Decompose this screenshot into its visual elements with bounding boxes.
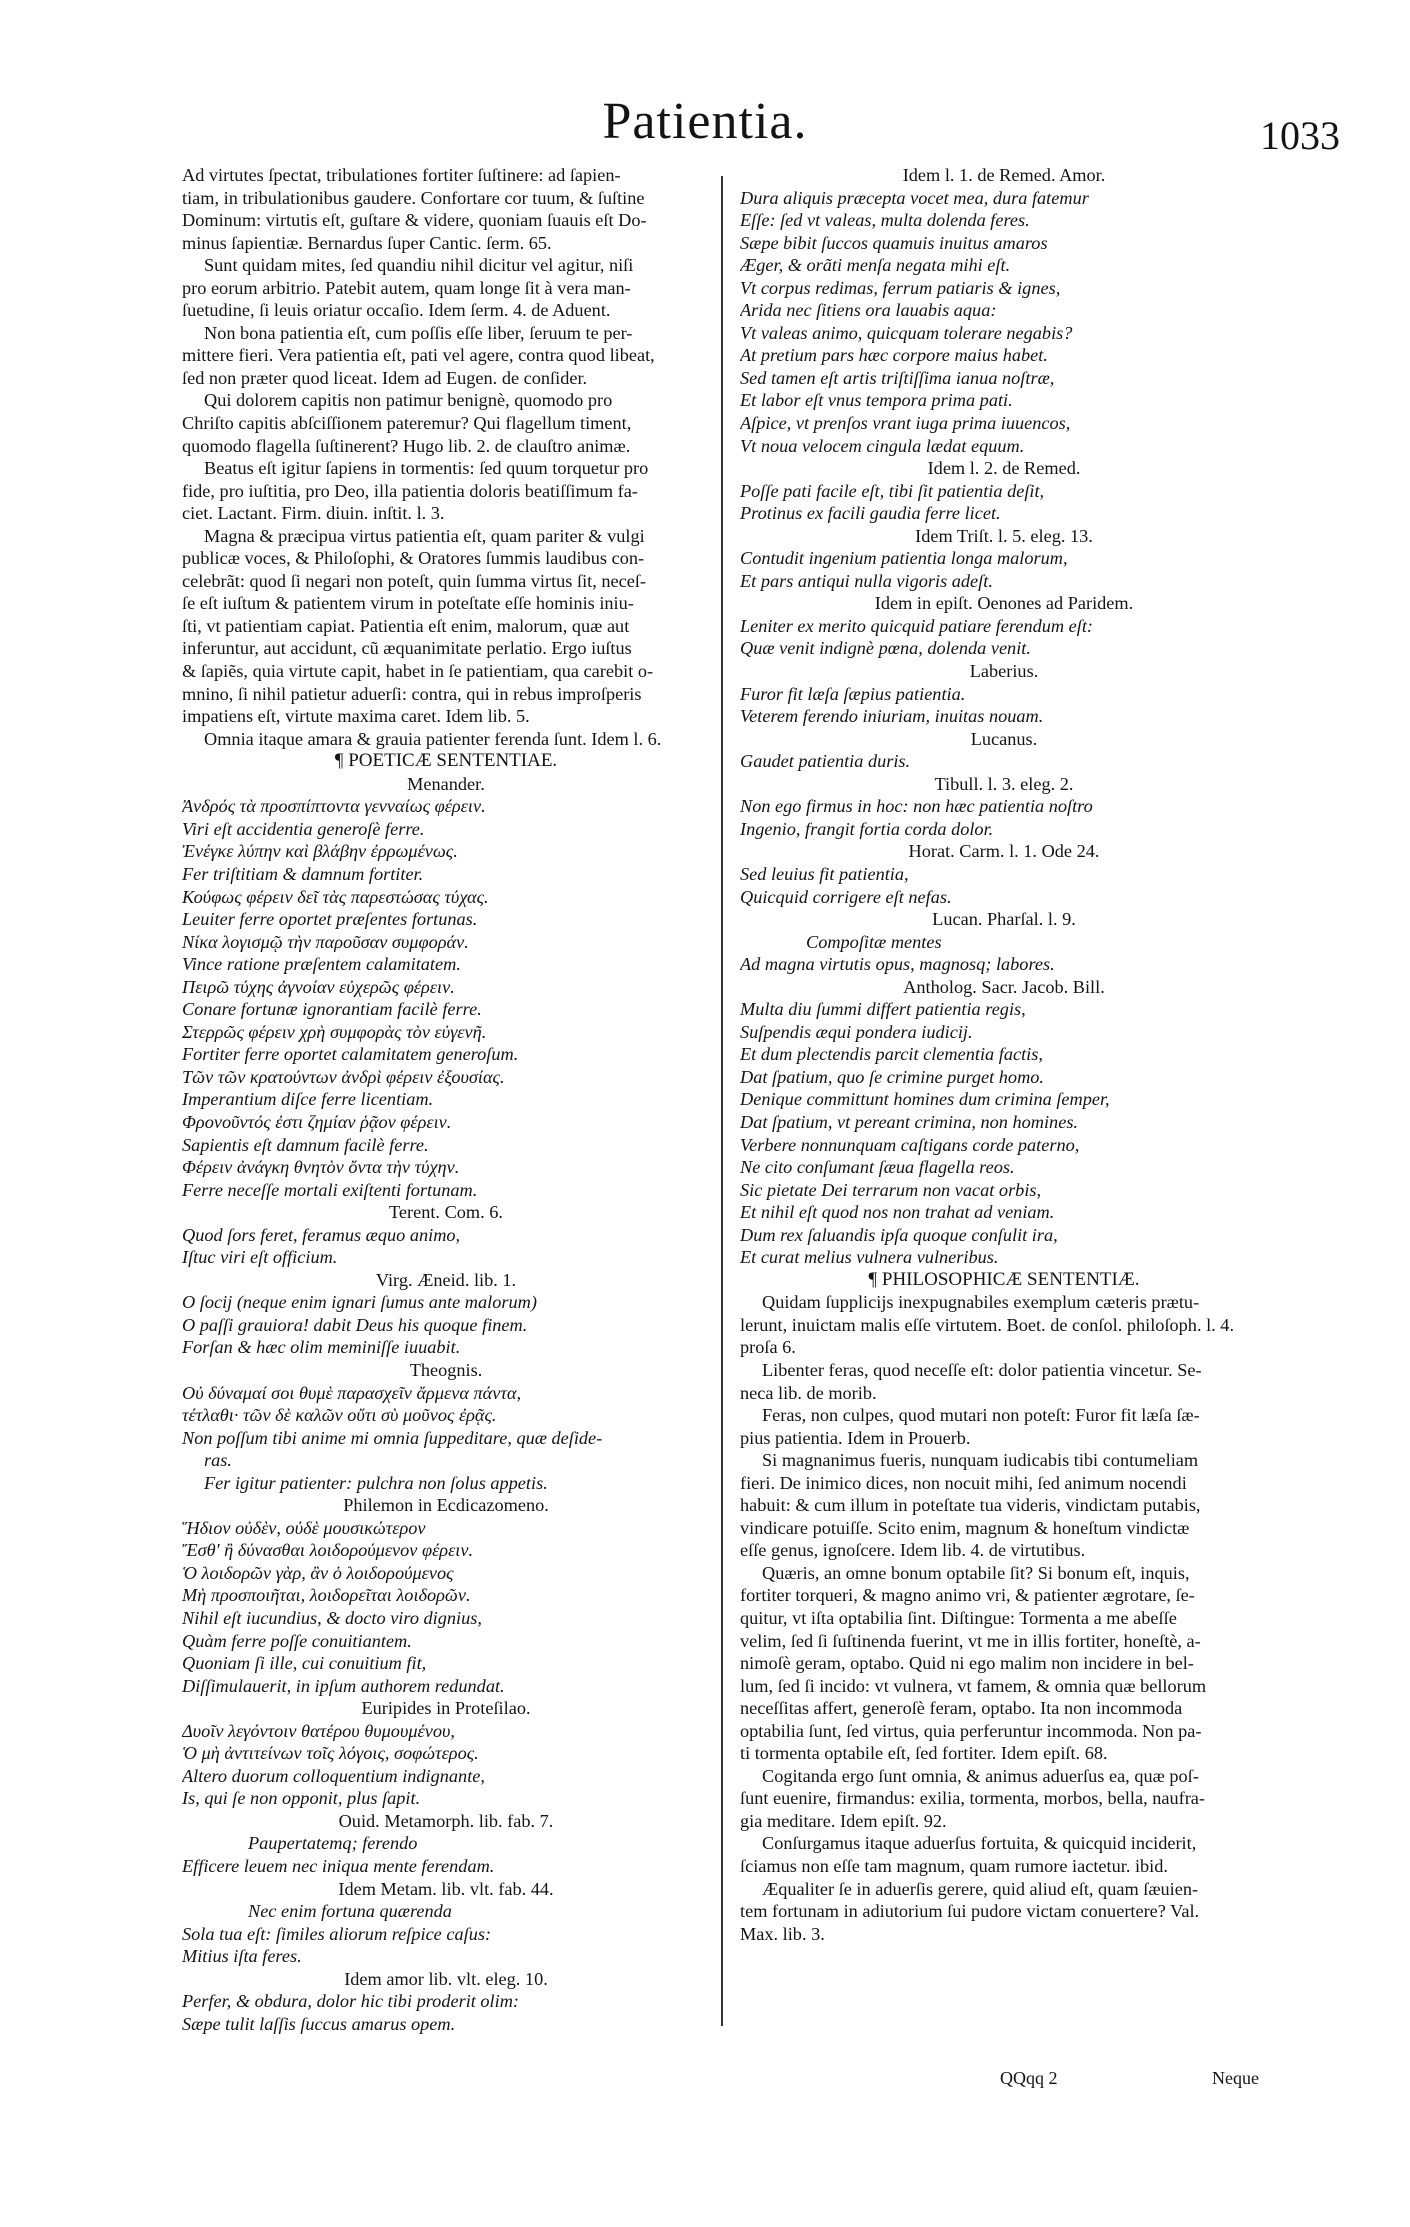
text-line: Laberius. (969, 661, 1039, 682)
text-line: gia meditare. Idem epiſt. 92. (740, 1810, 947, 1831)
text-line: Perfer, & obdura, dolor hic tibi proderit olim: (182, 1991, 520, 2012)
text-line: Iſtuc viri eſt officium. (182, 1247, 338, 1268)
text-line: pius patientia. Idem in Prouerb. (740, 1427, 971, 1448)
right-column (740, 164, 1268, 1945)
text-line: Max. lib. 3. (740, 1923, 825, 1944)
text-line: Τῶν τῶν κρατούντων ἀνδρὶ φέρειν ἐξουσίας. (182, 1066, 505, 1087)
text-line: Quàm ferre poſſe conuitiantem. (182, 1630, 412, 1651)
text-line: Furor fit læſa ſæpius patientia. (740, 683, 966, 704)
text-line: Forſan & hæc olim meminiſſe iuuabit. (182, 1337, 461, 1358)
text-line: Lucanus. (970, 728, 1038, 749)
text-line: Dat ſpatium, quo ſe crimine purget homo. (740, 1066, 1044, 1087)
text-line: Ad magna virtutis opus, magnosq; labores. (740, 954, 1055, 975)
text-line: Denique committunt homines dum crimina ſemper, (740, 1089, 1110, 1110)
text-line: ti tormenta optabile eſt, ſed fortiter. Idem epiſt. 68. (740, 1743, 1108, 1764)
text-line: fieri. De inimico dices, non nocuit mihi, ſed animum nocendi (740, 1472, 1187, 1493)
text-line: Beatus eſt igitur ſapiens in tormentis: ſed quum torquetur pro (204, 458, 649, 479)
text-line: Sic pietate Dei terrarum non vacat orbis, (740, 1179, 1042, 1200)
text-line: Chriſto capitis abſciſſionem pateremur? Qui flagellum timent, (182, 413, 632, 434)
text-line: Idem l. 2. de Remed. (927, 458, 1081, 479)
text-line: Contudit ingenium patientia longa malorum, (740, 548, 1068, 569)
text-line: Paupertatemq; ferendo (248, 1833, 418, 1854)
text-line: nimoſè geram, optabo. Quid ni ego malim non incidere in bel- (740, 1653, 1194, 1674)
text-line: Theognis. (409, 1359, 483, 1380)
text-line: tiam, in tribulationibus gaudere. Confortare cor tuum, & ſuſtine (182, 187, 645, 208)
text-line: Ferre neceſſe mortali exiſtenti fortunam. (182, 1179, 478, 1200)
text-line: Quæris, an omne bonum optabile ſit? Si bonum eſt, inquis, (762, 1562, 1190, 1583)
text-line: Dat ſpatium, vt pereant crimina, non homines. (740, 1111, 1078, 1132)
text-line: neca lib. de morib. (740, 1382, 877, 1403)
text-line: Is, qui ſe non opponit, plus ſapit. (182, 1788, 421, 1809)
text-line: Vince ratione præſentem calamitatem. (182, 954, 461, 975)
text-line: Poſſe pati facile eſt, tibi ſit patientia deſit, (740, 480, 1045, 501)
text-line: Dominum: virtutis eſt, guſtare & videre, quoniam ſuauis eſt Do- (182, 210, 647, 231)
text-line: Quicquid corrigere eſt nefas. (740, 886, 952, 907)
text-line: ¶ PHILOSOPHICÆ SENTENTIÆ. (868, 1268, 1140, 1290)
text-line: Sæpe tulit laſſis ſuccus amarus opem. (182, 2013, 456, 2034)
text-line: Veterem ferendo iniuriam, inuitas nouam. (740, 706, 1044, 727)
text-line: mnino, ſi nihil patietur aduerſi: contra, qui in rebus improſperis (182, 683, 642, 704)
text-line: Compoſitæ mentes (806, 931, 942, 952)
text-line: Μὴ προσποιῆται, λοιδορεῖται λοιδορῶν. (182, 1585, 471, 1606)
text-line: Efficere leuem nec iniqua mente ferendam. (182, 1856, 495, 1877)
text-line: Terent. Com. 6. (389, 1202, 503, 1223)
text-line: Philemon in Ecdicazomeno. (343, 1495, 549, 1516)
text-line: habuit: & cum illum in poteſtate tua videris, vindictam putabis, (740, 1495, 1201, 1516)
text-line: Νίκα λογισμῷ τὴν παροῦσαν συμφοράν. (182, 931, 469, 952)
text-line: fortiter torqueri, & magno animo vri, & patienter ægrotare, ſe- (740, 1585, 1195, 1606)
text-line: Verbere nonnunquam caſtigans corde paterno, (740, 1134, 1080, 1155)
text-line: Libenter feras, quod neceſſe eſt: dolor patientia vincetur. Se- (762, 1359, 1202, 1380)
text-line: Imperantium diſce ferre licentiam. (182, 1089, 434, 1110)
text-line: Οὐ δύναμαί σοι θυμὲ παρασχεῖν ἄρμενα πάντα, (182, 1382, 522, 1403)
text-line: Feras, non culpes, quod mutari non poteſt: Furor fit læſa ſæ- (762, 1405, 1200, 1426)
text-line: inferuntur, aut accidunt, cũ æquanimitate perlatio. Ergo iuſtus (182, 638, 632, 659)
signature-mark: QQqq 2 (1000, 2068, 1058, 2088)
text-line: & ſapiẽs, quia virtute capit, habet in ſe patientiam, qua carebit o- (182, 661, 654, 682)
text-line: ſuetudine, ſi leuis oriatur occaſio. Idem ſerm. 4. de Aduent. (182, 300, 611, 321)
left-column (182, 164, 710, 2035)
text-line: Ἐνέγκε λύπην καὶ βλάβην ἐρρωμένως. (182, 841, 458, 862)
text-line: lerunt, inuictam malis eſſe virtutem. Boet. de conſol. philoſoph. l. 4. (740, 1314, 1235, 1335)
text-line: velim, ſed ſi ſuſtinenda fuerint, vt me in illis fortiter, honeſtè, a- (740, 1630, 1201, 1651)
text-line: Ne cito conſumant ſæua flagella reos. (740, 1157, 1015, 1178)
text-line: lum, ſed ſi incido: vt vulnera, vt famem, & omnia quæ bellorum (740, 1675, 1207, 1696)
text-line: Si magnanimus fueris, nunquam iudicabis tibi contumeliam (762, 1450, 1199, 1471)
text-line: Euripides in Proteſilao. (361, 1698, 531, 1719)
text-line: pro eorum arbitrio. Patebit autem, quam longe ſit à vera man- (182, 277, 631, 298)
text-line: Ingenio, frangit fortia corda dolor. (740, 818, 994, 839)
text-line: Ἥδιον οὐδὲν, οὐδὲ μουσικώτερον (182, 1517, 426, 1538)
text-line: neceſſitas affert, generoſè feram, optabo. Ita non incommoda (740, 1698, 1183, 1719)
text-line: Nihil eſt iucundius, & docto viro dignius, (182, 1608, 482, 1628)
text-line: Dura aliquis præcepta vocet mea, dura fatemur (740, 187, 1089, 208)
text-line: Idem in epiſt. Oenones ad Paridem. (874, 593, 1134, 614)
text-line: Leniter ex merito quicquid patiare ferendum eſt: (740, 615, 1094, 636)
text-line: Φρονοῦντός ἐστι ζημίαν ῥᾷον φέρειν. (182, 1111, 452, 1132)
text-line: impatiens eſt, virtute maxima caret. Idem lib. 5. (182, 706, 530, 727)
text-line: ciet. Lactant. Firm. diuin. inſtit. l. 3. (182, 503, 445, 524)
text-line: publicæ voces, & Philoſophi, & Oratores ſummis laudibus con- (182, 548, 645, 569)
text-line: Eſſe: ſed vt valeas, multa dolenda feres. (740, 210, 1030, 231)
text-line: eſſe genus, ignoſcere. Idem lib. 4. de virtutibus. (740, 1540, 1086, 1561)
text-line: Protinus ex facili gaudia ferre licet. (740, 503, 1001, 524)
text-line: Et pars antiqui nulla vigoris adeſt. (740, 570, 993, 591)
text-line: Vt valeas animo, quicquam tolerare negabis? (740, 322, 1073, 343)
text-line: Ἀνδρός τὰ προσπίπτοντα γενναίως φέρειν. (182, 796, 486, 817)
text-line: Nec enim fortuna quærenda (248, 1901, 452, 1922)
text-line: ſed non præter quod liceat. Idem ad Eugen. de conſider. (182, 367, 588, 388)
text-line: Non ego firmus in hoc: non hæc patientia noſtro (740, 796, 1093, 817)
text-line: optabilia ſunt, ſed virtus, quia perferuntur incommoda. Non pa- (740, 1720, 1202, 1741)
text-line: Lucan. Pharſal. l. 9. (932, 909, 1076, 930)
page-title: Patientia. (602, 93, 808, 150)
text-line: Quæ venit indignè pœna, dolenda venit. (740, 638, 1031, 659)
text-line: Arida nec ſitiens ora lauabis aqua: (740, 300, 997, 321)
text-line: Diſſimulauerit, in ipſum authorem redundat. (182, 1675, 505, 1696)
text-line: Ouid. Metamorph. lib. fab. 7. (338, 1810, 554, 1831)
text-line: Multa diu ſummi differt patientia regis, (740, 999, 1026, 1020)
text-line: Idem Metam. lib. vlt. fab. 44. (338, 1878, 554, 1899)
text-line: Idem Triſt. l. 5. eleg. 13. (915, 525, 1093, 546)
text-line: Φέρειν ἀνάγκη θνητὸν ὄντα τὴν τύχην. (182, 1157, 460, 1178)
text-line: Menander. (407, 773, 485, 794)
text-line: Fer igitur patienter: pulchra non ſolus appetis. (204, 1472, 548, 1493)
text-line: O ſocij (neque enim ignari ſumus ante malorum) (182, 1292, 537, 1313)
catchword: Neque (1212, 2068, 1259, 2088)
text-line: Horat. Carm. l. 1. Ode 24. (908, 841, 1100, 862)
text-line: Altero duorum colloquentium indignante, (182, 1765, 485, 1786)
text-line: Æger, & orãti menſa negata mihi eſt. (740, 255, 1011, 276)
text-line: Κούφως φέρειν δεῖ τὰς παρεστώσας τύχας. (182, 886, 489, 907)
text-line: quomodo flagella ſuſtinerent? Hugo lib. 2. de clauſtro animæ. (182, 435, 631, 456)
text-line: τέτλαθι· τῶν δὲ καλῶν οὔτι σὺ μοῦνος ἐρᾷς. (182, 1405, 497, 1426)
text-line: quitur, vt iſta optabilia ſint. Diſtingue: Tormenta a me abeſſe (740, 1608, 1177, 1628)
text-line: Et curat melius vulnera vulneribus. (740, 1247, 999, 1268)
text-line: Et labor eſt vnus tempora prima pati. (740, 390, 1013, 411)
text-line: Sed leuius fit patientia, (740, 863, 909, 884)
text-line: Aſpice, vt prenſos vrant iuga prima iuuencos, (740, 413, 1071, 434)
text-line: Idem l. 1. de Remed. Amor. (902, 165, 1106, 185)
text-line: Fer triſtitiam & damnum fortiter. (182, 863, 424, 884)
text-line: Ὁ μὴ ἀντιτείνων τοῖς λόγοις, σοφώτερος. (182, 1743, 479, 1764)
text-line: At pretium pars hæc corpore maius habet. (740, 345, 1048, 366)
text-line: Tibull. l. 3. eleg. 2. (934, 773, 1074, 794)
text-line: Et dum plectendis parcit clementia factis, (740, 1044, 1043, 1065)
text-line: Dum rex ſaluandis ipſa quoque conſulit ira, (740, 1224, 1058, 1245)
text-line: Mitius iſta feres. (182, 1946, 302, 1967)
text-line: Sunt quidam mites, ſed quandiu nihil dicitur vel agitur, niſi (204, 255, 634, 276)
text-line: Ad virtutes ſpectat, tribulationes fortiter ſuſtinere: ad ſapien- (182, 165, 621, 185)
text-line: proſa 6. (740, 1337, 796, 1358)
text-line: Quod ſors feret, feramus æquo animo, (182, 1224, 461, 1245)
text-line: Sed tamen eſt artis triſtiſſima ianua noſtræ, (740, 367, 1055, 388)
text-line: Quidam ſupplicijs inexpugnabiles exemplum cæteris prætu- (762, 1292, 1200, 1313)
text-line: Non poſſum tibi anime mi omnia ſuppeditare, quæ deſide- (182, 1427, 603, 1448)
text-line: ſti, vt patientiam capiat. Patientia eſt enim, malorum, quæ aut (182, 615, 630, 636)
text-line: mittere fieri. Vera patientia eſt, pati vel agere, contra quod libeat, (182, 345, 655, 366)
text-line: minus ſapientiæ. Bernardus ſuper Cantic. ſerm. 65. (182, 232, 552, 253)
text-line: Cogitanda ergo ſunt omnia, & animus aduerſus ea, quæ poſ- (762, 1765, 1199, 1786)
text-line: vindicare potuiſſe. Scito enim, magnum & honeſtum vindictæ (740, 1517, 1190, 1538)
text-line: Sola tua eſt: ſimiles aliorum reſpice caſus: (182, 1923, 492, 1944)
text-line: ras. (204, 1450, 232, 1471)
text-line: Στερρῶς φέρειν χρὴ συμφορὰς τὸν εὐγενῆ. (182, 1021, 487, 1042)
text-line: Omnia itaque amara & grauia patienter ferenda ſunt. Idem l. 6. (204, 728, 662, 749)
text-line: Vt noua velocem cingula lædat equum. (740, 435, 1025, 456)
text-line: Gaudet patientia duris. (740, 751, 911, 772)
text-line: Æqualiter ſe in aduerſis gerere, quid aliud eſt, quam ſæuien- (762, 1878, 1199, 1899)
text-line: celebrãt: quod ſi negari non poteſt, quin ſumma virtus ſit, neceſ- (182, 570, 647, 591)
text-line: Suſpendis æqui pondera iudicij. (740, 1021, 973, 1042)
text-line: Ἔσθ' ἢ δύνασθαι λοιδορούμενον φέρειν. (182, 1540, 474, 1561)
text-line: Viri eſt accidentia generoſè ferre. (182, 818, 425, 839)
text-line: Virg. Æneid. lib. 1. (375, 1269, 517, 1290)
text-line: Πειρῶ τύχης ἀγνοίαν εὐχερῶς φέρειν. (182, 976, 455, 997)
text-line: Magna & præcipua virtus patientia eſt, quam pariter & vulgi (204, 525, 645, 546)
text-line: Idem amor lib. vlt. eleg. 10. (344, 1968, 548, 1989)
text-line: Non bona patientia eſt, cum poſſis eſſe liber, ſeruum te per- (204, 322, 633, 343)
text-line: ¶ POETICÆ SENTENTIAE. (334, 750, 558, 772)
text-line: Leuiter ferre oportet præſentes fortunas. (182, 909, 478, 930)
text-line: Vt corpus redimas, ferrum patiaris & ignes, (740, 277, 1061, 298)
page-number: 1033 (1260, 113, 1340, 158)
column-divider (721, 176, 723, 2026)
text-line: Ὁ λοιδορῶν γὰρ, ἂν ὁ λοιδορούμενος (182, 1562, 454, 1583)
text-line: fide, pro iuſtitia, pro Deo, illa patientia doloris beatiſſimum fa- (182, 480, 638, 501)
text-line: Antholog. Sacr. Jacob. Bill. (903, 976, 1105, 997)
text-line: ſe eſt iuſtum & patientem virum in poteſtate eſſe hominis iniu- (182, 593, 634, 614)
text-line: Sapientis eſt damnum facilè ferre. (182, 1134, 429, 1155)
text-line: Conſurgamus itaque aduerſus fortuita, & quicquid inciderit, (762, 1833, 1197, 1854)
text-line: Quoniam ſi ille, cui conuitium fit, (182, 1653, 427, 1674)
text-line: Qui dolorem capitis non patimur benignè, quomodo pro (204, 390, 613, 411)
text-line: Sæpe bibit ſuccos quamuis inuitus amaros (740, 232, 1048, 253)
text-line: tem fortunam in adiutorium ſui pudore victam conuertere? Val. (740, 1901, 1200, 1922)
text-line: ſciamus non eſſe tam magnum, quam rumore iactetur. ibid. (740, 1856, 1168, 1877)
text-line: Δυοῖν λεγόντοιν θατέρου θυμουμένου, (182, 1720, 455, 1741)
text-line: Fortiter ferre oportet calamitatem generoſum. (182, 1044, 519, 1065)
text-line: ſunt euenire, firmandus: exilia, tormenta, morbos, bella, naufra- (740, 1788, 1206, 1809)
text-line: Conare fortunæ ignorantiam facilè ferre. (182, 999, 482, 1020)
text-line: Et nihil eſt quod nos non trahat ad veniam. (740, 1202, 1055, 1223)
text-line: O paſſi grauiora! dabit Deus his quoque finem. (182, 1314, 528, 1335)
